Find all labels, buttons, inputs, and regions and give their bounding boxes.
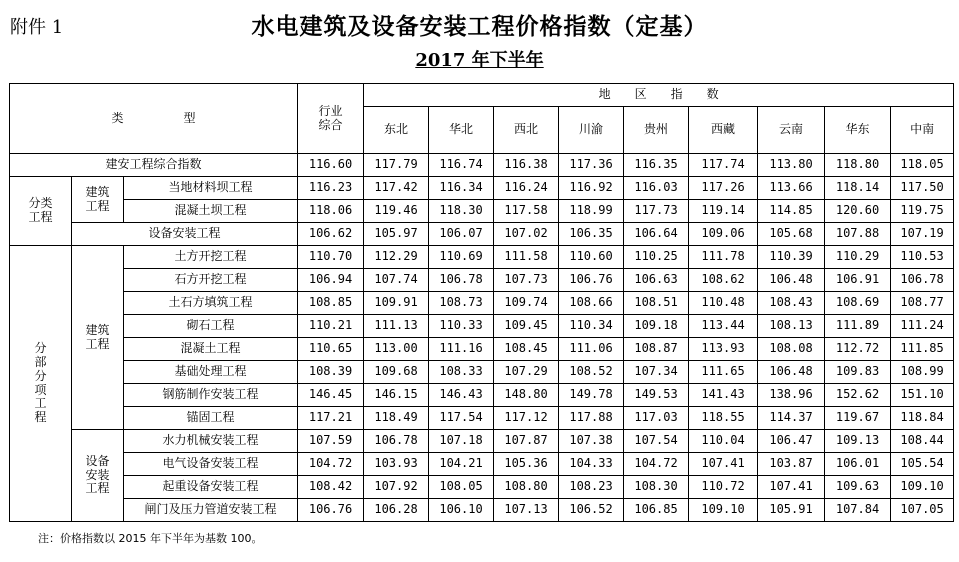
table-row (10, 292, 954, 315)
region-value: 109.83 (825, 361, 891, 384)
region-value: 107.13 (494, 499, 559, 522)
subitem-group-label: 分 部 分 项 工 程 (10, 246, 72, 522)
region-value: 118.80 (825, 154, 891, 177)
region-header: 西藏 (689, 107, 758, 154)
region-value: 105.68 (758, 223, 825, 246)
industry-value: 106.76 (298, 499, 364, 522)
region-value: 110.34 (559, 315, 624, 338)
row-name: 水力机械安装工程 (124, 430, 298, 453)
region-value: 110.33 (429, 315, 494, 338)
region-value: 117.74 (689, 154, 758, 177)
region-value: 117.54 (429, 407, 494, 430)
region-value: 110.69 (429, 246, 494, 269)
region-value: 106.85 (624, 499, 689, 522)
region-value: 117.73 (624, 200, 689, 223)
table-row (10, 269, 954, 292)
region-value: 108.80 (494, 476, 559, 499)
region-value: 151.10 (891, 384, 954, 407)
region-value: 111.16 (429, 338, 494, 361)
region-value: 116.74 (429, 154, 494, 177)
region-value: 112.29 (364, 246, 429, 269)
region-value: 149.53 (624, 384, 689, 407)
region-value: 106.78 (429, 269, 494, 292)
industry-value: 116.23 (298, 177, 364, 200)
region-value: 118.30 (429, 200, 494, 223)
region-value: 117.26 (689, 177, 758, 200)
region-value: 117.58 (494, 200, 559, 223)
category-group-label: 分类 工程 (10, 177, 72, 246)
region-value: 107.54 (624, 430, 689, 453)
region-value: 103.87 (758, 453, 825, 476)
region-value: 110.29 (825, 246, 891, 269)
industry-value: 108.42 (298, 476, 364, 499)
region-value: 104.21 (429, 453, 494, 476)
region-value: 149.78 (559, 384, 624, 407)
construction-group-label: 建筑 工程 (72, 177, 124, 223)
region-value: 118.99 (559, 200, 624, 223)
region-value: 107.41 (758, 476, 825, 499)
sub-construction-group-label: 建筑 工程 (72, 246, 124, 430)
type-header: 类 型 (10, 84, 298, 154)
region-value: 107.29 (494, 361, 559, 384)
region-value: 106.78 (364, 430, 429, 453)
region-value: 111.65 (689, 361, 758, 384)
region-header: 华北 (429, 107, 494, 154)
industry-value: 146.45 (298, 384, 364, 407)
region-value: 118.49 (364, 407, 429, 430)
row-name: 起重设备安装工程 (124, 476, 298, 499)
industry-header (298, 84, 364, 154)
region-value: 117.36 (559, 154, 624, 177)
region-header: 贵州 (624, 107, 689, 154)
industry-value: 108.39 (298, 361, 364, 384)
region-value: 113.93 (689, 338, 758, 361)
region-value: 107.05 (891, 499, 954, 522)
region-value: 116.03 (624, 177, 689, 200)
industry-value: 106.62 (298, 223, 364, 246)
region-value: 108.62 (689, 269, 758, 292)
region-value: 112.72 (825, 338, 891, 361)
table-row (10, 476, 954, 499)
region-value: 106.64 (624, 223, 689, 246)
region-value: 111.06 (559, 338, 624, 361)
row-name: 闸门及压力管道安装工程 (124, 499, 298, 522)
region-header: 中南 (891, 107, 954, 154)
region-value: 105.91 (758, 499, 825, 522)
region-value: 116.35 (624, 154, 689, 177)
region-value: 114.37 (758, 407, 825, 430)
region-value: 146.43 (429, 384, 494, 407)
region-value: 116.92 (559, 177, 624, 200)
region-value: 106.47 (758, 430, 825, 453)
industry-value: 104.72 (298, 453, 364, 476)
row-name: 锚固工程 (124, 407, 298, 430)
region-value: 108.05 (429, 476, 494, 499)
region-value: 114.85 (758, 200, 825, 223)
row-name: 石方开挖工程 (124, 269, 298, 292)
row-name: 设备安装工程 (72, 223, 298, 246)
region-value: 108.44 (891, 430, 954, 453)
region-value: 107.34 (624, 361, 689, 384)
region-value: 117.12 (494, 407, 559, 430)
region-value: 113.44 (689, 315, 758, 338)
equipment-group-label: 设备 安装 工程 (72, 430, 124, 522)
region-value: 109.91 (364, 292, 429, 315)
region-value: 106.76 (559, 269, 624, 292)
region-value: 118.05 (891, 154, 954, 177)
region-value: 104.72 (624, 453, 689, 476)
industry-value: 110.21 (298, 315, 364, 338)
row-name: 建安工程综合指数 (10, 154, 298, 177)
region-value: 110.04 (689, 430, 758, 453)
industry-value: 110.70 (298, 246, 364, 269)
page-title: 水电建筑及设备安装工程价格指数（定基） (251, 13, 708, 40)
region-value: 106.52 (559, 499, 624, 522)
region-value: 109.74 (494, 292, 559, 315)
industry-value: 116.60 (298, 154, 364, 177)
table-row (10, 154, 954, 177)
region-value: 107.18 (429, 430, 494, 453)
region-value: 106.48 (758, 269, 825, 292)
region-value: 107.19 (891, 223, 954, 246)
region-value: 117.79 (364, 154, 429, 177)
region-value: 108.99 (891, 361, 954, 384)
table-row (10, 200, 954, 223)
region-value: 108.51 (624, 292, 689, 315)
region-value: 110.25 (624, 246, 689, 269)
region-value: 111.58 (494, 246, 559, 269)
industry-value: 117.21 (298, 407, 364, 430)
industry-value: 106.94 (298, 269, 364, 292)
region-value: 108.52 (559, 361, 624, 384)
table-row (10, 384, 954, 407)
region-value: 109.10 (689, 499, 758, 522)
row-name: 基础处理工程 (124, 361, 298, 384)
region-header: 川渝 (559, 107, 624, 154)
region-value: 106.91 (825, 269, 891, 292)
region-value: 106.28 (364, 499, 429, 522)
region-value: 108.45 (494, 338, 559, 361)
table-row (10, 499, 954, 522)
region-value: 108.13 (758, 315, 825, 338)
region-group-header: 地 区 指 数 (364, 84, 954, 107)
region-value: 110.48 (689, 292, 758, 315)
table-row (10, 223, 954, 246)
row-name: 土方开挖工程 (124, 246, 298, 269)
region-value: 110.53 (891, 246, 954, 269)
region-value: 107.88 (825, 223, 891, 246)
industry-value: 107.59 (298, 430, 364, 453)
price-index-table (9, 83, 954, 522)
region-value: 105.36 (494, 453, 559, 476)
region-value: 107.41 (689, 453, 758, 476)
row-name: 钢筋制作安装工程 (124, 384, 298, 407)
region-value: 109.45 (494, 315, 559, 338)
industry-value: 118.06 (298, 200, 364, 223)
region-value: 117.88 (559, 407, 624, 430)
region-value: 119.46 (364, 200, 429, 223)
region-value: 117.03 (624, 407, 689, 430)
region-value: 109.18 (624, 315, 689, 338)
region-value: 106.35 (559, 223, 624, 246)
region-value: 107.02 (494, 223, 559, 246)
region-value: 113.00 (364, 338, 429, 361)
table-row (10, 315, 954, 338)
region-value: 106.63 (624, 269, 689, 292)
region-value: 109.10 (891, 476, 954, 499)
region-value: 108.23 (559, 476, 624, 499)
region-value: 118.55 (689, 407, 758, 430)
region-value: 107.74 (364, 269, 429, 292)
row-name: 电气设备安装工程 (124, 453, 298, 476)
region-value: 110.72 (689, 476, 758, 499)
region-value: 110.60 (559, 246, 624, 269)
attachment-label: 附件 1 (10, 17, 64, 38)
table-row (10, 407, 954, 430)
industry-header-text: 行业 综合 (318, 103, 343, 132)
region-value: 117.42 (364, 177, 429, 200)
region-value: 117.50 (891, 177, 954, 200)
region-value: 108.69 (825, 292, 891, 315)
region-value: 148.80 (494, 384, 559, 407)
row-name: 混凝土坝工程 (124, 200, 298, 223)
table-row (10, 338, 954, 361)
region-value: 111.78 (689, 246, 758, 269)
region-value: 108.08 (758, 338, 825, 361)
region-value: 108.77 (891, 292, 954, 315)
table-row (10, 246, 954, 269)
row-name: 当地材料坝工程 (124, 177, 298, 200)
row-name: 砌石工程 (124, 315, 298, 338)
region-value: 106.01 (825, 453, 891, 476)
region-value: 138.96 (758, 384, 825, 407)
region-value: 120.60 (825, 200, 891, 223)
region-value: 108.43 (758, 292, 825, 315)
table-row (10, 361, 954, 384)
region-value: 106.78 (891, 269, 954, 292)
region-value: 107.84 (825, 499, 891, 522)
region-value: 113.80 (758, 154, 825, 177)
region-value: 109.68 (364, 361, 429, 384)
region-value: 107.38 (559, 430, 624, 453)
region-header: 华东 (825, 107, 891, 154)
region-value: 103.93 (364, 453, 429, 476)
footnote: 注：价格指数以 2015 年下半年为基数 100。 (38, 532, 263, 545)
region-value: 104.33 (559, 453, 624, 476)
region-value: 106.10 (429, 499, 494, 522)
region-value: 107.87 (494, 430, 559, 453)
region-value: 109.06 (689, 223, 758, 246)
region-value: 118.84 (891, 407, 954, 430)
region-value: 108.73 (429, 292, 494, 315)
region-value: 146.15 (364, 384, 429, 407)
region-value: 108.33 (429, 361, 494, 384)
region-value: 119.14 (689, 200, 758, 223)
region-value: 111.89 (825, 315, 891, 338)
region-value: 152.62 (825, 384, 891, 407)
region-value: 110.39 (758, 246, 825, 269)
region-value: 141.43 (689, 384, 758, 407)
region-value: 116.24 (494, 177, 559, 200)
region-value: 107.73 (494, 269, 559, 292)
region-value: 109.13 (825, 430, 891, 453)
region-value: 107.92 (364, 476, 429, 499)
region-value: 109.63 (825, 476, 891, 499)
period-text: 2017 年下半年 (415, 50, 544, 71)
industry-value: 108.85 (298, 292, 364, 315)
region-value: 105.54 (891, 453, 954, 476)
table-row (10, 430, 954, 453)
industry-value: 110.65 (298, 338, 364, 361)
region-value: 111.13 (364, 315, 429, 338)
region-value: 113.66 (758, 177, 825, 200)
table-row (10, 177, 954, 200)
region-value: 108.30 (624, 476, 689, 499)
region-value: 106.07 (429, 223, 494, 246)
region-value: 119.75 (891, 200, 954, 223)
row-name: 混凝土工程 (124, 338, 298, 361)
region-header: 云南 (758, 107, 825, 154)
region-header: 东北 (364, 107, 429, 154)
row-name: 土石方填筑工程 (124, 292, 298, 315)
region-value: 108.66 (559, 292, 624, 315)
table-row (10, 453, 954, 476)
region-value: 119.67 (825, 407, 891, 430)
region-value: 111.85 (891, 338, 954, 361)
region-value: 106.48 (758, 361, 825, 384)
region-value: 118.14 (825, 177, 891, 200)
period-subtitle (0, 46, 959, 72)
region-header: 西北 (494, 107, 559, 154)
region-value: 105.97 (364, 223, 429, 246)
region-value: 108.87 (624, 338, 689, 361)
region-value: 116.38 (494, 154, 559, 177)
region-value: 116.34 (429, 177, 494, 200)
region-value: 111.24 (891, 315, 954, 338)
